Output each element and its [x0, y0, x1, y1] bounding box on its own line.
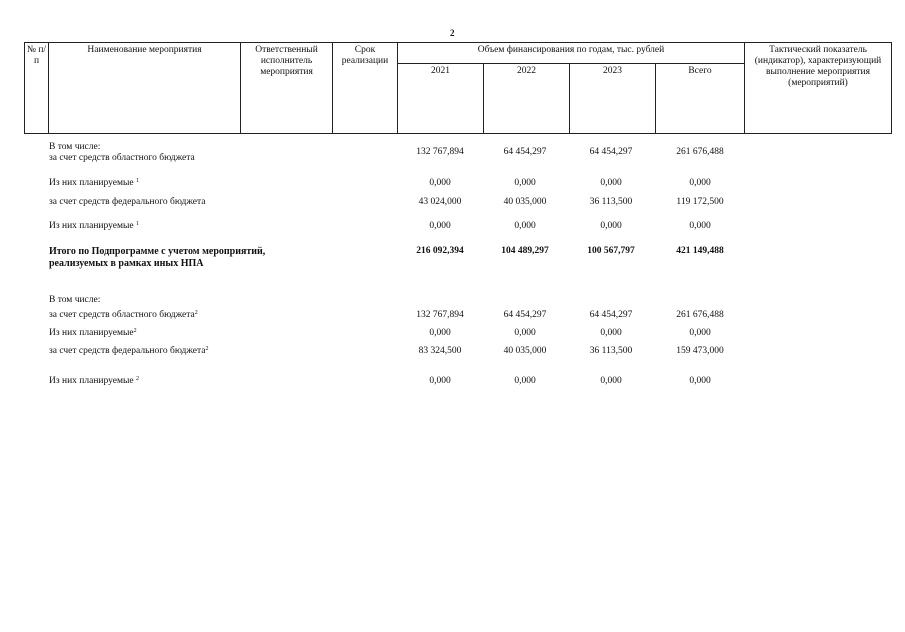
value-2023: 100 567,797	[587, 246, 635, 256]
row-label: за счет средств областного бюджета	[49, 153, 195, 163]
value-2023: 0,000	[600, 178, 622, 188]
row-label: В том числе:	[49, 142, 101, 152]
header-name: Наименование мероприятия	[48, 42, 241, 134]
value-2021: 0,000	[429, 178, 451, 188]
value-total: 0,000	[689, 221, 711, 231]
table-row	[0, 221, 905, 234]
value-2023: 0,000	[600, 328, 622, 338]
row-label: за счет средств федерального бюджета	[49, 197, 206, 207]
table-row	[0, 310, 905, 323]
header-term: Срок реализации	[332, 42, 398, 134]
value-total: 0,000	[689, 178, 711, 188]
value-2021: 43 024,000	[418, 197, 462, 207]
value-2021: 0,000	[429, 328, 451, 338]
header-2023: 2023	[569, 63, 656, 134]
table-row	[0, 178, 905, 191]
value-2023: 0,000	[600, 376, 622, 386]
value-2021: 216 092,394	[416, 246, 464, 256]
row-label: Из них планируемые $^1$	[49, 221, 139, 231]
row-label: В том числе:	[49, 295, 101, 305]
header-2021: 2021	[397, 63, 484, 134]
value-2022: 40 035,000	[503, 197, 547, 207]
value-total: 261 676,488	[676, 310, 724, 320]
value-2021: 0,000	[429, 376, 451, 386]
row-label: за счет средств федерального бюджета$^2$	[49, 346, 209, 356]
table-header	[24, 42, 892, 134]
value-total: 261 676,488	[676, 147, 724, 157]
value-2022: 0,000	[514, 328, 536, 338]
subtotal-label: Итого по Подпрограмме с учетом мероприятий, реализуемых в рамках иных НПА	[49, 246, 266, 269]
value-2022: 0,000	[514, 221, 536, 231]
value-2022: 104 489,297	[501, 246, 549, 256]
table-row	[0, 197, 905, 210]
row-label: Из них планируемые $^1$	[49, 178, 139, 188]
page-number: 2	[450, 28, 455, 38]
table-row	[0, 295, 905, 308]
value-2023: 64 454,297	[589, 310, 633, 320]
value-2021: 0,000	[429, 221, 451, 231]
row-label: Из них планируемые $^2$	[49, 376, 139, 386]
header-financing: Объем финансирования по годам, тыс. рублей	[397, 42, 745, 64]
row-label: Из них планируемые$^2$	[49, 328, 137, 338]
row-label: за счет средств областного бюджета$^2$	[49, 310, 198, 320]
value-2023: 36 113,500	[589, 197, 633, 207]
value-2022: 64 454,297	[503, 147, 547, 157]
value-2022: 0,000	[514, 376, 536, 386]
header-responsible: Ответственный исполнитель мероприятия	[240, 42, 333, 134]
value-total: 0,000	[689, 328, 711, 338]
table-row	[0, 376, 905, 389]
value-2022: 0,000	[514, 178, 536, 188]
value-2021: 132 767,894	[416, 310, 464, 320]
table-row	[0, 246, 905, 259]
value-2021: 132 767,894	[416, 147, 464, 157]
value-2022: 40 035,000	[503, 346, 547, 356]
header-2022: 2022	[483, 63, 570, 134]
value-2021: 83 324,500	[418, 346, 462, 356]
value-total: 159 473,000	[676, 346, 724, 356]
header-num: № п/п	[24, 42, 49, 134]
value-2022: 64 454,297	[503, 310, 547, 320]
value-2023: 0,000	[600, 221, 622, 231]
table-row	[0, 346, 905, 359]
value-2023: 64 454,297	[589, 147, 633, 157]
value-total: 421 149,488	[676, 246, 724, 256]
value-total: 0,000	[689, 376, 711, 386]
value-2023: 36 113,500	[589, 346, 633, 356]
header-indicator: Тактический показатель (индикатор), характеризующий выполнение мероприятия (мероприятий)	[744, 42, 892, 134]
header-total: Всего	[655, 63, 745, 134]
table-row	[0, 328, 905, 341]
value-total: 119 172,500	[676, 197, 724, 207]
